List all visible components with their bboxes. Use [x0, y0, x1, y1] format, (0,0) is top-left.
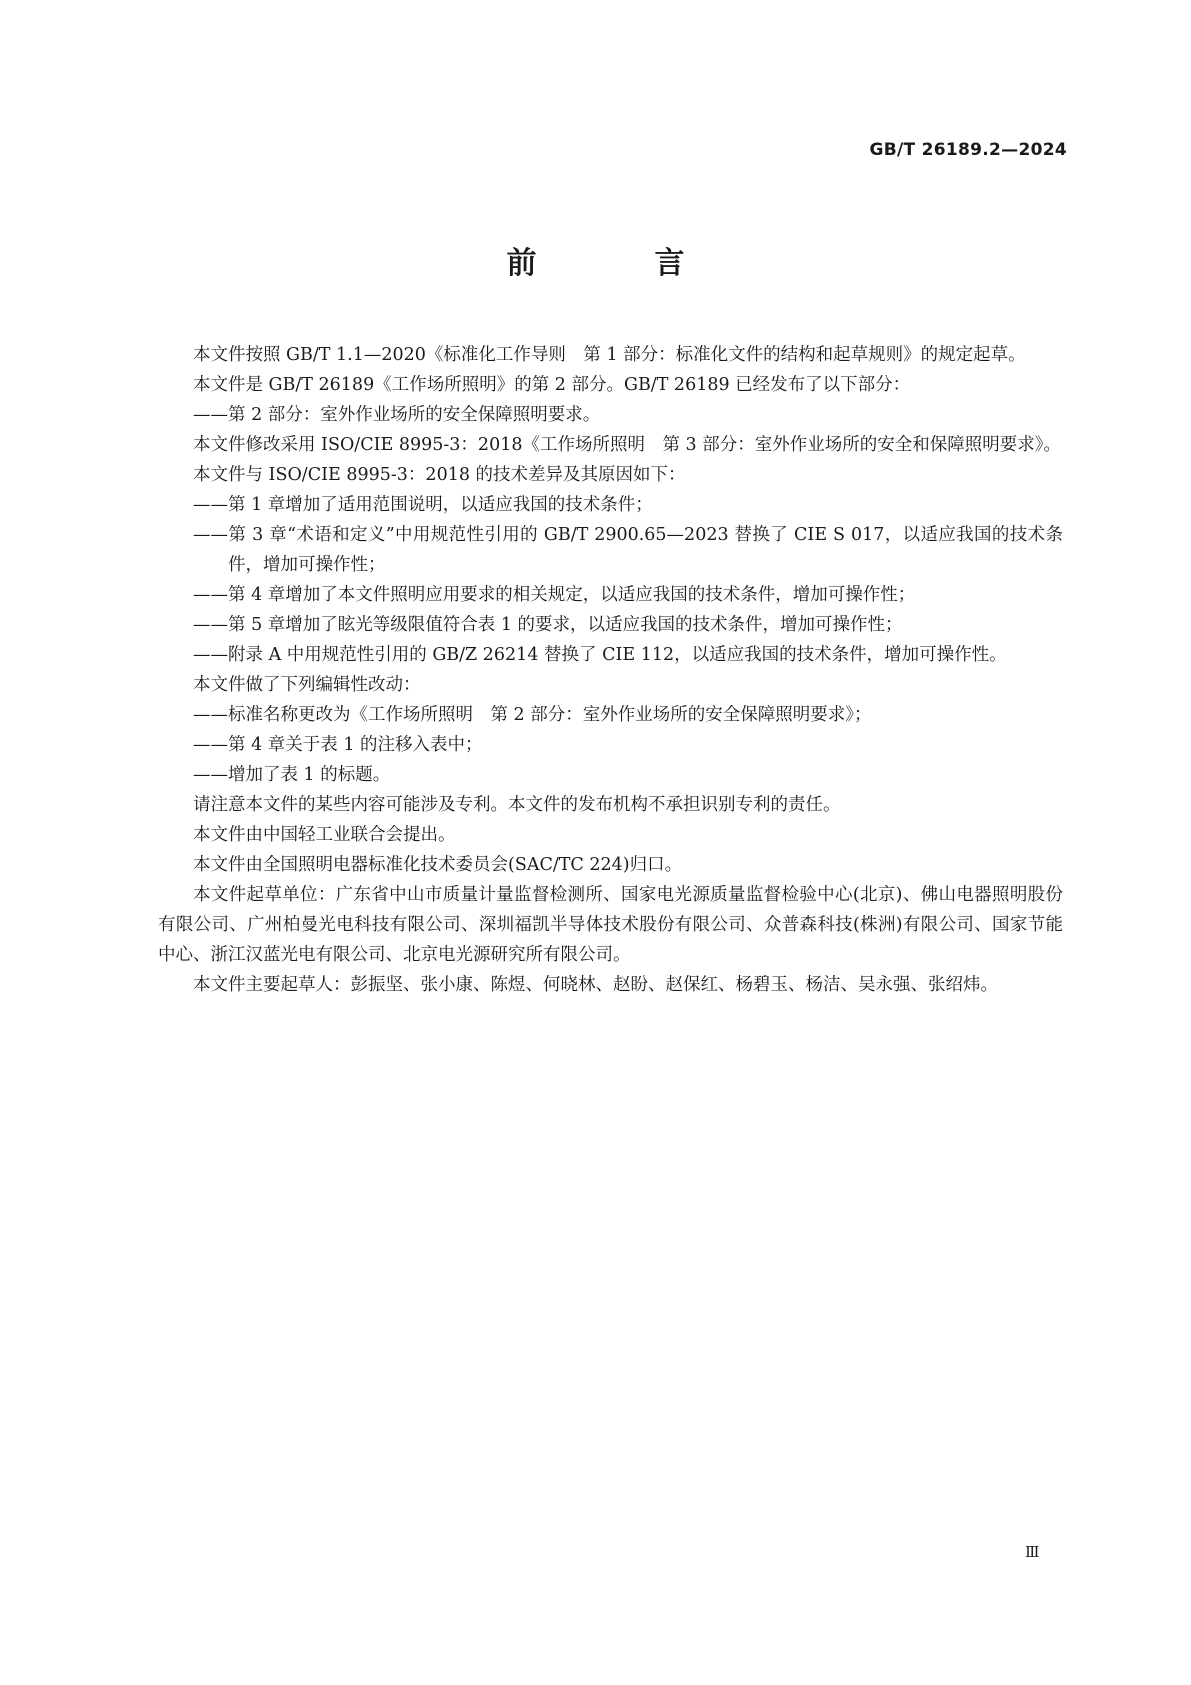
paragraph: 请注意本文件的某些内容可能涉及专利。本文件的发布机构不承担识别专利的责任。: [193, 795, 841, 815]
list-item: ——附录 A 中用规范性引用的 GB/Z 26214 替换了 CIE 112，以适应我国的技术条件，增加可操作性。: [193, 645, 1007, 665]
document-code: GB/T 26189.2—2024: [869, 140, 1067, 160]
list-item: ——标准名称更改为《工作场所照明 第 2 部分：室外作业场所的安全保障照明要求》；: [193, 705, 872, 725]
paragraph: 本文件做了下列编辑性改动：: [193, 675, 421, 695]
page-title: 前 言: [506, 246, 729, 281]
list-item: ——第 5 章增加了眩光等级限值符合表 1 的要求，以适应我国的技术条件，增加可操作性；: [193, 615, 903, 635]
list-item: ——第 1 章增加了适用范围说明，以适应我国的技术条件；: [193, 495, 653, 515]
paragraph: 本文件起草单位：广东省中山市质量计量监督检测所、国家电光源质量监督检验中心(北京)、佛山电器照明股份有限公司、广州柏曼光电科技有限公司、深圳福凯半导体技术股份有限公司、众普森科技(株洲)有限公司、国家节能中心、浙江汉蓝光电有限公司、北京电光源研究所有限公司。: [158, 885, 1063, 965]
paragraph: 本文件与 ISO/CIE 8995-3：2018 的技术差异及其原因如下：: [193, 465, 686, 485]
paragraph: 本文件是 GB/T 26189《工作场所照明》的第 2 部分。GB/T 26189 已经发布了以下部分：: [193, 375, 911, 395]
paragraph: 本文件按照 GB/T 1.1—2020《标准化工作导则 第 1 部分：标准化文件的结构和起草规则》的规定起草。: [193, 345, 1026, 365]
foreword-body: [158, 340, 1063, 1000]
list-item: ——第 3 章“术语和定义”中用规范性引用的 GB/T 2900.65—2023 替换了 CIE S 017，以适应我国的技术条件，增加可操作性；: [193, 525, 1063, 575]
paragraph: 本文件修改采用 ISO/CIE 8995-3：2018《工作场所照明 第 3 部分：室外作业场所的安全和保障照明要求》。: [193, 435, 1061, 455]
list-item: ——第 2 部分：室外作业场所的安全保障照明要求。: [193, 405, 601, 425]
list-item: ——第 4 章关于表 1 的注移入表中；: [193, 735, 483, 755]
list-item: ——增加了表 1 的标题。: [193, 765, 391, 785]
list-item: ——第 4 章增加了本文件照明应用要求的相关规定，以适应我国的技术条件，增加可操作性；: [193, 585, 916, 605]
paragraph: 本文件主要起草人：彭振坚、张小康、陈煜、何晓林、赵盼、赵保红、杨碧玉、杨洁、吴永强、张绍炜。: [193, 975, 998, 995]
page-number: Ⅲ: [1025, 1543, 1040, 1561]
paragraph: 本文件由中国轻工业联合会提出。: [193, 825, 456, 845]
paragraph: 本文件由全国照明电器标准化技术委员会(SAC/TC 224)归口。: [193, 855, 683, 875]
